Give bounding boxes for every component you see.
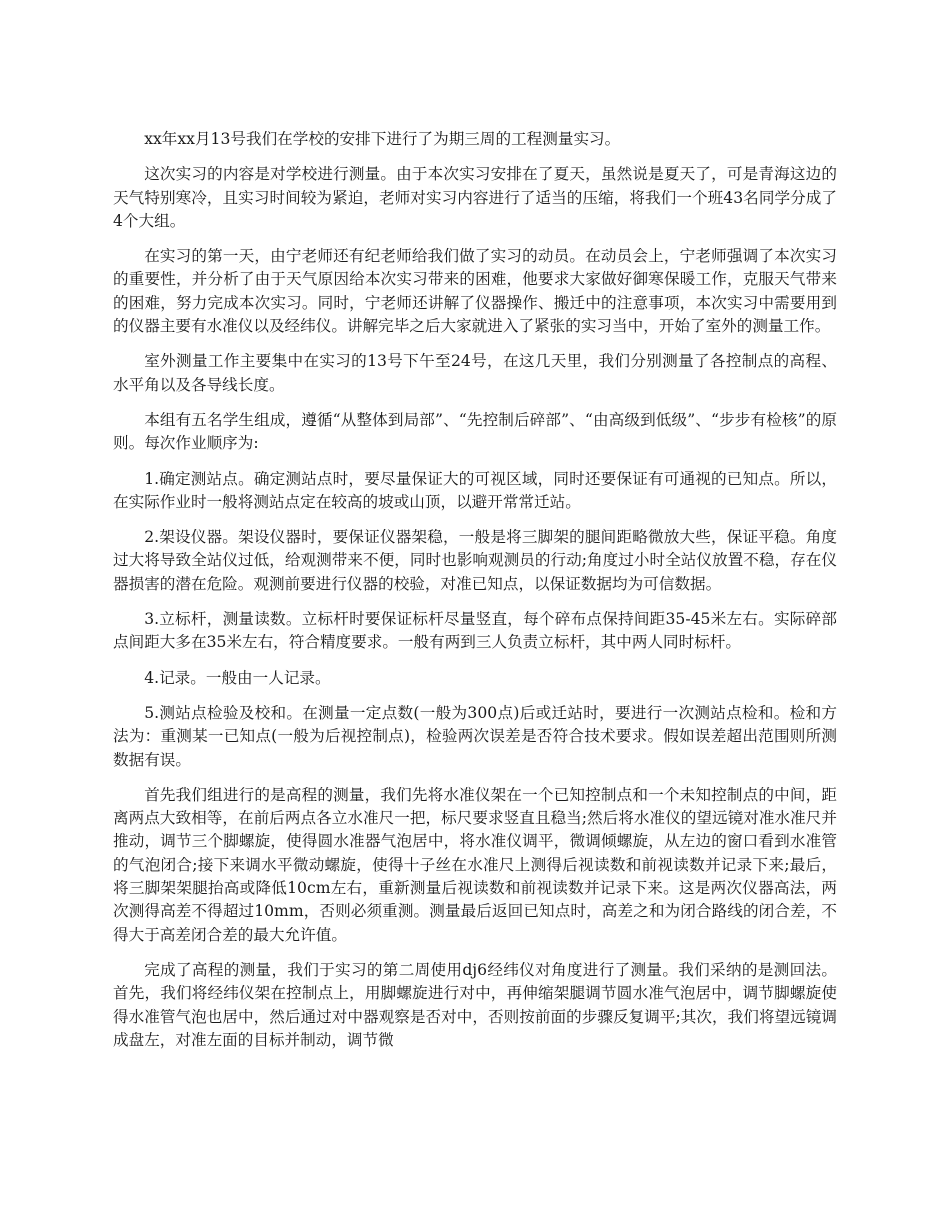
paragraph-outdoor-work: 室外测量工作主要集中在实习的13号下午至24号，在这几天里，我们分别测量了各控制点的高程、水平角以及各导线长度。 [113,352,837,394]
paragraph-step-5: 5.测站点检验及校和。在测量一定点数(一般为300点)后或迁站时，要进行一次测站点检和。检和方法为：重测某一已知点(一般为后视控制点)，检验两次误差是否符合技术要求。假如误差超出范围则所测数据有误。 [113,703,837,769]
paragraph-step-3: 3.立标杆，测量读数。立标杆时要保证标杆尽量竖直，每个碎布点保持间距35-45米左右。实际碎部点间距大多在35米左右，符合精度要求。一般有两到三人负责立标杆，其中两人同时标杆。 [113,610,837,652]
paragraph-elevation: 首先我们组进行的是高程的测量，我们先将水准仪架在一个已知控制点和一个未知控制点的中间，距离两点大致相等，在前后两点各立水准尺一把，标尺要求竖直且稳当;然后将水准仪的望远镜对准水准尺并推动，调节三个脚螺旋，使得圆水准器气泡居中，将水准仪调平，微调倾螺旋，从左边的窗口看到水准管的气泡闭合;接下来调水平微动螺旋，使得十子丝在水准尺上测得后视读数和前视读数并记录下来;最后，将三脚架架腿抬高或降低10cm左右，重新测量后视读数和前视读数并记录下来。这是两次仪器高法，两次测得高差不得超过10mm，否则必须重测。测量最后返回已知点时，高差之和为闭合路线的闭合差，不得大于高差闭合差的最大允许值。 [113,785,837,944]
paragraph-content: 这次实习的内容是对学校进行测量。由于本次实习安排在了夏天，虽然说是夏天了，可是青海这边的天气特别寒冷，且实习时间较为紧迫，老师对实习内容进行了适当的压缩，将我们一个班43名同学分成了4个大组。 [113,165,837,230]
paragraph-step-4: 4.记录。一般由一人记录。 [144,668,331,687]
paragraph-step-2: 2.架设仪器。架设仪器时，要保证仪器架稳，一般是将三脚架的腿间距略微放大些，保证平稳。角度过大将导致全站仪过低，给观测带来不便，同时也影响观测员的行动;角度过小时全站仪放置不稳，存在仪器损害的潜在危险。观测前要进行仪器的校验，对准已知点，以保证数据均为可信数据。 [113,528,837,593]
document-body [113,128,837,1064]
paragraph-angle: 完成了高程的测量，我们于实习的第二周使用dj6经纬仪对角度进行了测量。我们采纳的是测回法。首先，我们将经纬仪架在控制点上，用脚螺旋进行对中，再伸缩架腿调节圆水准气泡居中，调节脚螺旋使得水准管气泡也居中，然后通过对中器观察是否对中，否则按前面的步骤反复调平;其次，我们将望远镜调成盘左，对准左面的目标并制动，调节微 [113,960,837,1049]
paragraph-step-1: 1.确定测站点。确定测站点时，要尽量保证大的可视区域，同时还要保证有可通视的已知点。所以，在实际作业时一般将测站点定在较高的坡或山顶，以避开常常迁站。 [113,469,837,511]
paragraph-principles: 本组有五名学生组成，遵循“从整体到局部”、“先控制后碎部”、“由高级到低级”、“步步有检核”的原则。每次作业顺序为: [113,410,837,453]
paragraph-first-day: 在实习的第一天，由宁老师还有纪老师给我们做了实习的动员。在动员会上，宁老师强调了本次实习的重要性，并分析了由于天气原因给本次实习带来的困难，他要求大家做好御寒保暖工作，克服天气带来的困难，努力完成本次实习。同时，宁老师还讲解了仪器操作、搬迁中的注意事项，本次实习中需要用到的仪器主要有水准仪以及经纬仪。讲解完毕之后大家就进入了紧张的实习当中，开始了室外的测量工作。 [113,247,837,336]
paragraph-intro: xx年xx月13号我们在学校的安排下进行了为期三周的工程测量实习。 [144,130,621,148]
